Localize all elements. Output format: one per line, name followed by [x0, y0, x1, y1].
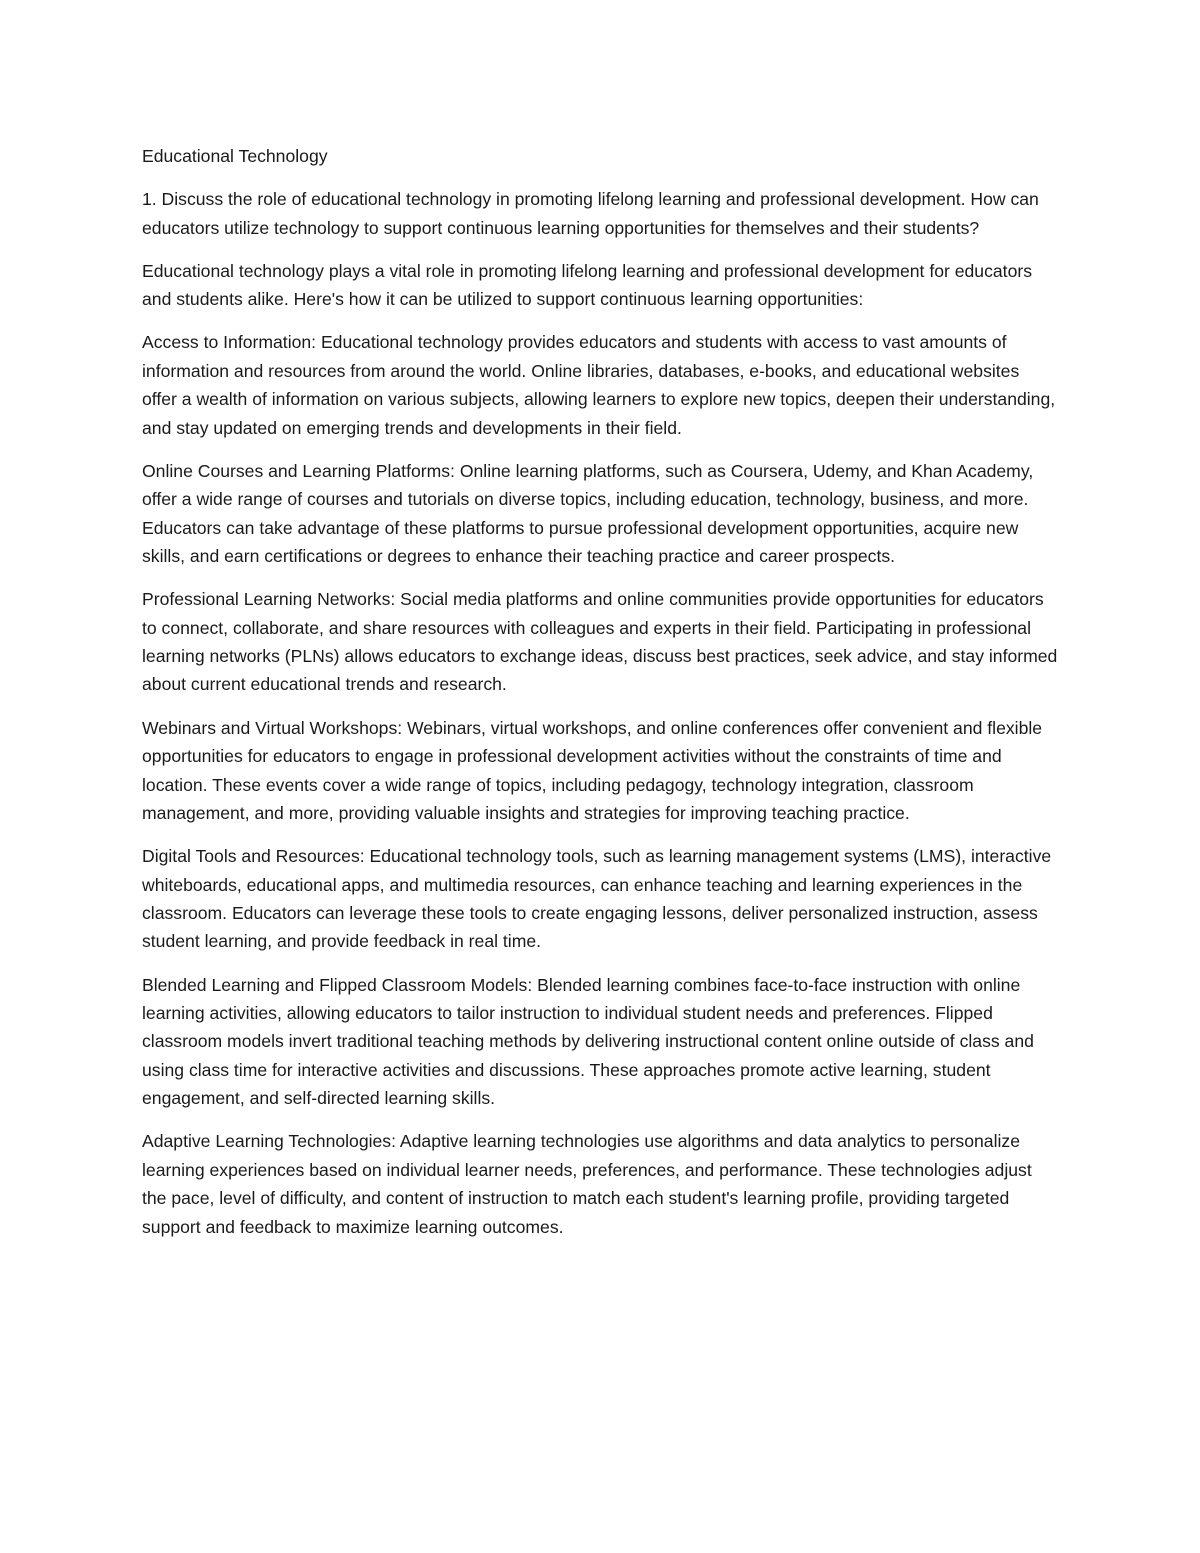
question-paragraph: 1. Discuss the role of educational technology in promoting lifelong learning and professional development. How can educators utilize technology to support continuous learning opportunities for themselves and their students? — [142, 189, 1039, 238]
paragraph-digital-tools: Digital Tools and Resources: Educational technology tools, such as learning management systems (LMS), interactive whiteboards, educational apps, and multimedia resources, can enhance teaching and learning experiences in the classroom. Educators can leverage these tools to create engaging lessons, deliver personalized instruction, assess student learning, and provide feedback in real time. — [142, 846, 1052, 952]
paragraph-professional-learning-networks: Professional Learning Networks: Social media platforms and online communities provide opportunities for educators to connect, collaborate, and share resources with colleagues and experts in their field. Participating in professional learning networks (PLNs) allows educators to exchange ideas, discuss best practices, seek advice, and stay informed about current educational trends and research. — [142, 589, 1058, 695]
paragraph-access-to-information: Access to Information: Educational technology provides educators and students with access to vast amounts of information and resources from around the world. Online libraries, databases, e-books, and educational websites offer a wealth of information on various subjects, allowing learners to explore new topics, deepen their understanding, and stay updated on emerging trends and developments in their field. — [142, 332, 1056, 438]
paragraph-webinars: Webinars and Virtual Workshops: Webinars, virtual workshops, and online conferences offer convenient and flexible opportunities for educators to engage in professional development activities without the constraints of time and location. These events cover a wide range of topics, including pedagogy, technology integration, classroom management, and more, providing valuable insights and strategies for improving teaching practice. — [142, 717, 1043, 823]
paragraph-online-courses: Online Courses and Learning Platforms: Online learning platforms, such as Coursera, Udemy, and Khan Academy, offer a wide range of courses and tutorials on diverse topics, including education, technology, business, and more. Educators can take advantage of these platforms to pursue professional development opportunities, acquire new skills, and earn certifications or degrees to enhance their teaching practice and career prospects. — [142, 460, 1034, 567]
paragraph-blended-learning: Blended Learning and Flipped Classroom Models: Blended learning combines face-to-face instruction with online learning activities, allowing educators to tailor instruction to individual student needs and preferences. Flipped classroom models invert traditional teaching methods by delivering instructional content online outside of class and using class time for interactive activities and discussions. These approaches promote active learning, student engagement, and self-directed learning skills. — [142, 974, 1034, 1109]
paragraph-adaptive-learning: Adaptive Learning Technologies: Adaptive learning technologies use algorithms and data analytics to personalize learning experiences based on individual learner needs, preferences, and performance. These technologies adjust the pace, level of difficulty, and content of instruction to match each student's learning profile, providing targeted support and feedback to maximize learning outcomes. — [142, 1131, 1032, 1237]
document-body — [142, 142, 1058, 1256]
document-title: Educational Technology — [142, 146, 328, 166]
intro-paragraph: Educational technology plays a vital role in promoting lifelong learning and professional development for educators and students alike. Here's how it can be utilized to support continuous learning opportunities: — [142, 260, 1033, 310]
